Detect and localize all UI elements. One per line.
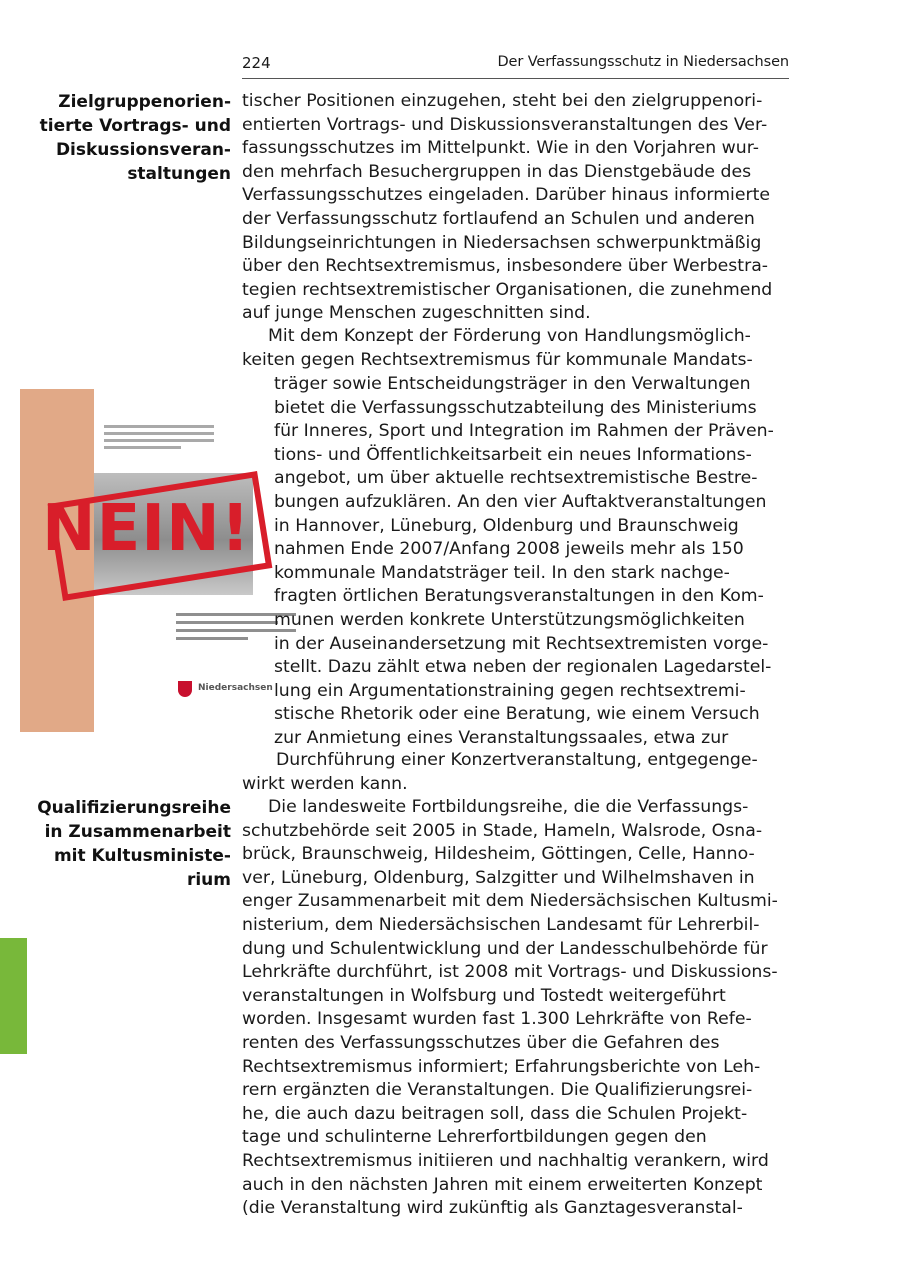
text-line: Lehrkräfte durchführt, ist 2008 mit Vortrags- und Diskussions- <box>242 962 778 983</box>
page-number: 224 <box>242 54 271 72</box>
text-line: Verfassungsschutzes eingeladen. Darüber hinaus informierte <box>242 185 770 206</box>
text-line: Mit dem Konzept der Förderung von Handlungsmöglich- <box>268 326 751 346</box>
brochure-cover-image <box>20 389 273 732</box>
body-paragraph-2-end <box>242 749 758 796</box>
margin-note-line: staltungen <box>127 164 231 184</box>
text-line: lung ein Argumentationstraining gegen rechtsextremi- <box>274 680 746 701</box>
text-line: auch in den nächsten Jahren mit einem erweiterten Konzept <box>242 1174 763 1195</box>
text-line: rern ergänzten die Veranstaltungen. Die Qualifizierungsrei- <box>242 1080 753 1101</box>
text-line: in der Auseinandersetzung mit Rechtsextremisten vorge- <box>274 633 769 654</box>
text-line: stellt. Dazu zählt etwa neben der regionalen Lagedarstel- <box>274 657 772 678</box>
text-line: Durchführung einer Konzertveranstaltung, entgegenge- <box>276 750 758 770</box>
text-line: in Hannover, Lüneburg, Oldenburg und Braunschweig <box>274 515 739 536</box>
chapter-color-tab <box>0 938 27 1054</box>
text-line: träger sowie Entscheidungsträger in den Verwaltungen <box>274 374 751 394</box>
text-line: der Verfassungsschutz fortlaufend an Schulen und anderen <box>242 208 755 229</box>
brochure-state-label: Niedersachsen <box>198 683 273 693</box>
page-header <box>242 52 789 79</box>
margin-note-target-group-events <box>40 90 231 186</box>
text-line: Rechtsextremismus initiieren und nachhaltig verankern, wird <box>242 1150 769 1171</box>
text-line: Rechtsextremismus informiert; Erfahrungsberichte von Leh- <box>242 1056 761 1077</box>
text-line: kommunale Mandatsträger teil. In den stark nachge- <box>274 562 730 583</box>
body-paragraph-2-start <box>242 325 753 372</box>
text-line: dung und Schulentwicklung und der Landesschulbehörde für <box>242 938 768 959</box>
text-line: Bildungseinrichtungen in Niedersachsen schwerpunktmäßig <box>242 232 762 253</box>
text-line: worden. Insgesamt wurden fast 1.300 Lehrkräfte von Refe- <box>242 1009 752 1030</box>
margin-note-qualification-series <box>37 796 231 892</box>
brochure-photo <box>42 473 253 595</box>
margin-note-line: Diskussionsveran- <box>55 140 231 160</box>
text-line: veranstaltungen in Wolfsburg und Tostedt weitergeführt <box>242 985 726 1006</box>
body-paragraph-3 <box>242 796 778 1221</box>
text-line: munen werden konkrete Unterstützungsmöglichkeiten <box>274 609 745 630</box>
text-line: tischer Positionen einzugehen, steht bei den zielgruppenori- <box>242 91 763 111</box>
text-line: über den Rechtsextremismus, insbesondere über Werbestra- <box>242 256 769 277</box>
margin-note-line: Zielgruppenorien- <box>58 92 231 112</box>
text-line: nisterium, dem Niedersächsischen Landesamt für Lehrerbil- <box>242 914 760 935</box>
text-line: brück, Braunschweig, Hildesheim, Göttingen, Celle, Hanno- <box>242 844 755 865</box>
margin-note-line: in Zusammenarbeit <box>44 822 231 842</box>
text-line: wirkt werden kann. <box>242 773 408 794</box>
text-line: auf junge Menschen zugeschnitten sind. <box>242 303 591 324</box>
text-line: angebot, um über aktuelle rechtsextremistische Bestre- <box>274 468 758 489</box>
body-paragraph-2-wrapped <box>274 373 774 751</box>
text-line: fassungsschutzes im Mittelpunkt. Wie in den Vorjahren wur- <box>242 138 759 159</box>
text-line: tage und schulinterne Lehrerfortbildungen gegen den <box>242 1127 707 1148</box>
publisher-text-lines <box>104 425 214 453</box>
text-line: renten des Verfassungsschutzes über die Gefahren des <box>242 1032 720 1053</box>
text-line: (die Veranstaltung wird zukünftig als Ganztagesveranstal- <box>242 1198 743 1219</box>
text-line: Die landesweite Fortbildungsreihe, die die Verfassungs- <box>268 797 749 817</box>
text-line: fragten örtlichen Beratungsveranstaltungen in den Kom- <box>274 586 764 607</box>
margin-note-line: mit Kultusministe- <box>53 846 231 866</box>
body-paragraph-1 <box>242 90 772 326</box>
text-line: tegien rechtsextremistischer Organisationen, die zunehmend <box>242 279 773 300</box>
margin-note-line: rium <box>186 870 231 890</box>
text-line: entierten Vortrags- und Diskussionsveranstaltungen des Ver- <box>242 114 768 135</box>
text-line: keiten gegen Rechtsextremismus für kommunale Mandats- <box>242 349 753 370</box>
running-title: Der Verfassungsschutz in Niedersachsen <box>497 54 789 70</box>
text-line: stische Rhetorik oder eine Beratung, wie einem Versuch <box>274 704 760 725</box>
text-line: für Inneres, Sport und Integration im Rahmen der Präven- <box>274 421 774 442</box>
text-line: zur Anmietung eines Veranstaltungssaales, etwa zur <box>274 727 729 748</box>
margin-note-line: tierte Vortrags- und <box>39 116 231 136</box>
margin-note-line: Qualifizierungsreihe <box>37 798 231 818</box>
text-line: ver, Lüneburg, Oldenburg, Salzgitter und Wilhelmshaven in <box>242 867 755 888</box>
text-line: he, die auch dazu beitragen soll, dass die Schulen Projekt- <box>242 1103 748 1124</box>
text-line: schutzbehörde seit 2005 in Stade, Hameln, Walsrode, Osna- <box>242 820 763 841</box>
text-line: enger Zusammenarbeit mit dem Niedersächsischen Kultusmi- <box>242 891 778 912</box>
text-line: den mehrfach Besuchergruppen in das Dienstgebäude des <box>242 161 752 182</box>
text-line: nahmen Ende 2007/Anfang 2008 jeweils mehr als 150 <box>274 539 744 560</box>
text-line: bietet die Verfassungsschutzabteilung des Ministeriums <box>274 397 757 418</box>
text-line: bungen aufzuklären. An den vier Auftaktveranstaltungen <box>274 491 767 512</box>
brochure-headline: NEIN! <box>42 492 251 566</box>
coat-of-arms-icon <box>178 681 192 697</box>
text-line: tions- und Öffentlichkeitsarbeit ein neues Informations- <box>274 444 752 465</box>
